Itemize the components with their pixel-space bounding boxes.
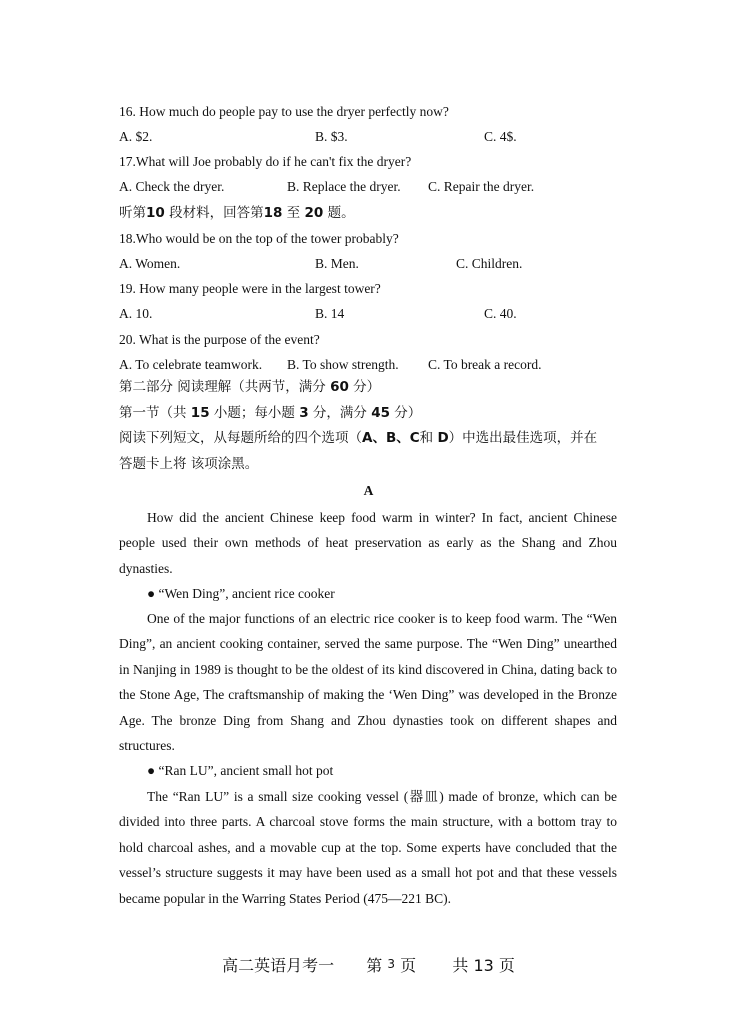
question-18-option-b: B. Men. bbox=[315, 256, 359, 271]
question-16-option-b: B. $3. bbox=[315, 129, 348, 144]
question-20-option-c: C. To break a record. bbox=[428, 357, 542, 372]
question-19-option-b: B. 14 bbox=[315, 306, 345, 321]
passage-para-wen-ding: One of the major functions of an electric rice cooker is to keep food warm. The “Wen Ding”, an ancient cooking container, served the same purpose. The “Wen Ding” unearthed in Nanjing in 1989 is thought to be the oldest of its kind discovered in China, dating back to the Stone Age, The craftsmanship of making the ‘Wen Ding” was developed in the Bronze Age. The bronze Ding from Shang and Zhou dynasties took on different shapes and structures. bbox=[119, 611, 617, 754]
question-19-option-c: C. 40. bbox=[484, 306, 517, 321]
listening-instruction: 听第10 段材料，回答第18 至 20 题。 bbox=[119, 205, 355, 221]
footer-total-post: 页 bbox=[498, 956, 515, 975]
part2-title: 第二部分 阅读理解（共两节，满分 60 分） bbox=[119, 379, 381, 395]
bullet-wen-ding: ● “Wen Ding”, ancient rice cooker bbox=[147, 586, 335, 601]
question-19-stem: 19. How many people were in the largest tower? bbox=[119, 281, 381, 296]
footer-page-post: 页 bbox=[400, 956, 417, 975]
question-20-stem: 20. What is the purpose of the event? bbox=[119, 332, 320, 347]
question-20-option-b: B. To show strength. bbox=[287, 357, 399, 372]
question-18-stem: 18.Who would be on the top of the tower probably? bbox=[119, 231, 399, 246]
footer-page-number: 3 bbox=[387, 957, 396, 971]
question-17-option-b: B. Replace the dryer. bbox=[287, 179, 401, 194]
question-16-option-c: C. 4$. bbox=[484, 129, 517, 144]
passage-label: A bbox=[363, 483, 374, 498]
section1-title: 第一节（共 15 小题；每小题 3 分，满分 45 分） bbox=[119, 405, 422, 421]
reading-instruction-line1: 阅读下列短文，从每题所给的四个选项（A、B、C和 D）中选出最佳选项，并在 bbox=[119, 430, 598, 446]
passage-para-ran-lu: The “Ran LU” is a small size cooking vessel (器皿) made of bronze, which can be divided into three parts. A charcoal stove forms the main structure, with a bottom tray to hold charcoal ashes, and a movable cup at the top. Some experts have concluded that the vessel’s structure suggests it may have been used as a small hot pot and that these vessels became popular in the Warring States Period (475—221 BC). bbox=[119, 789, 617, 906]
question-18-option-c: C. Children. bbox=[456, 256, 523, 271]
passage-intro: How did the ancient Chinese keep food warm in winter? In fact, ancient Chinese people used their own methods of heat preservation as early as the Shang and Zhou dynasties. bbox=[119, 510, 617, 576]
question-17-stem: 17.What will Joe probably do if he can't fix the dryer? bbox=[119, 154, 412, 169]
reading-instruction-line2: 答题卡上将 该项涂黑。 bbox=[119, 456, 259, 472]
footer-exam-name: 高二英语月考一 bbox=[222, 956, 335, 975]
footer-total-pre: 共 bbox=[452, 956, 469, 975]
footer-total-number: 13 bbox=[473, 956, 494, 975]
page-footer bbox=[0, 955, 737, 977]
question-17-option-c: C. Repair the dryer. bbox=[428, 179, 535, 194]
question-20-option-a: A. To celebrate teamwork. bbox=[119, 357, 263, 372]
footer-page-pre: 第 bbox=[366, 956, 383, 975]
question-17-option-a: A. Check the dryer. bbox=[119, 179, 225, 194]
bullet-ran-lu: ● “Ran LU”, ancient small hot pot bbox=[147, 763, 334, 778]
question-16-stem: 16. How much do people pay to use the dryer perfectly now? bbox=[119, 104, 449, 119]
question-19-option-a: A. 10. bbox=[119, 306, 153, 321]
question-16-option-a: A. $2. bbox=[119, 129, 153, 144]
question-18-option-a: A. Women. bbox=[119, 256, 181, 271]
